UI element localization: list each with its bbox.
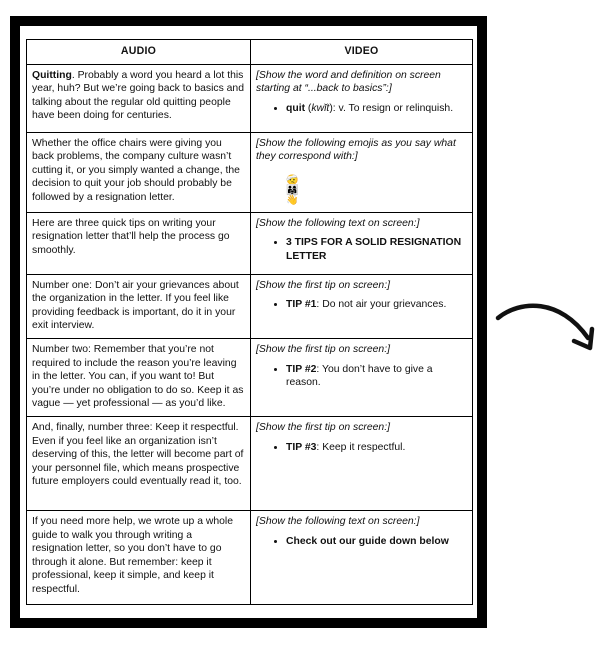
table-row	[27, 132, 473, 212]
audio-bold-word: Quitting	[32, 69, 72, 81]
video-cell	[251, 64, 473, 132]
table-row	[27, 416, 473, 510]
table-row	[27, 212, 473, 274]
audio-cell	[27, 64, 251, 132]
waving-hand-icon: 👋	[286, 194, 299, 206]
video-cell	[251, 338, 473, 416]
video-cell	[251, 132, 473, 212]
video-header: VIDEO	[251, 40, 473, 65]
table-row	[27, 338, 473, 416]
video-cell	[251, 274, 473, 338]
audio-cell: Here are three quick tips on writing your resignation letter that’ll help the process go smoothly.	[27, 212, 251, 274]
video-bullet: • 3 TIPS FOR A SOLID RESIGNATION LETTER	[286, 236, 467, 263]
video-bullet: • TIP #2: You don’t have to give a reason.	[286, 363, 467, 390]
video-bullet: • TIP #1: Do not air your grievances.	[286, 298, 467, 312]
audio-cell: If you need more help, we wrote up a whole guide to walk you through writing a resignation letter, so you don’t have to go through it alone. But remember: keep it professional, keep it simple, and keep it respectful.	[27, 510, 251, 604]
audio-cell: Number two: Remember that you’re not required to include the reason you’re leaving in the letter. You can, if you want to! But you’re under no obligation to do so. Keep it as vague — yet professional — as you’d like.	[27, 338, 251, 416]
document-page	[20, 26, 477, 618]
document-frame	[10, 16, 487, 628]
audio-cell: Number one: Don’t air your grievances about the organization in the letter. If you feel like providing feedback is important, do it in your exit interview.	[27, 274, 251, 338]
video-direction: [Show the word and definition on screen starting at “...back to basics”:]	[256, 69, 441, 95]
video-bullet: • quit (kwĭt): v. To resign or relinquish.	[286, 102, 467, 116]
audio-cell: Whether the office chairs were giving you back problems, the company culture wasn’t cutting it, or you simply wanted a change, the decision to quit your job should probably be followed by a resignation letter.	[27, 132, 251, 212]
audio-text: . Probably a word you heard a lot this year, huh? But we’re going back to basics and talking about the regular old quitting people have been doing for centuries.	[32, 69, 244, 122]
table-row	[27, 510, 473, 604]
video-direction: [Show the first tip on screen:]	[256, 421, 390, 433]
emoji-list	[286, 176, 467, 206]
audio-header: AUDIO	[27, 40, 251, 65]
video-direction: [Show the first tip on screen:]	[256, 343, 390, 355]
table-row	[27, 274, 473, 338]
video-cell	[251, 510, 473, 604]
family-icon: 👨‍👩‍👧	[286, 184, 299, 196]
video-cell	[251, 416, 473, 510]
video-direction: [Show the following text on screen:]	[256, 217, 420, 229]
video-direction: [Show the following text on screen:]	[256, 515, 420, 527]
header-row	[27, 40, 473, 65]
table-row	[27, 64, 473, 132]
video-direction: [Show the first tip on screen:]	[256, 279, 390, 291]
video-bullet: • Check out our guide down below	[286, 535, 467, 549]
video-bullet: • TIP #3: Keep it respectful.	[286, 441, 467, 455]
audio-cell: And, finally, number three: Keep it respectful. Even if you feel like an organization isn’t deserving of this, the letter will become part of your personnel file, which means prospective future employers could eventually read it, too.	[27, 416, 251, 510]
injured-face-icon: 🤕	[286, 174, 299, 186]
curved-arrow-icon	[492, 296, 600, 356]
video-direction: [Show the following emojis as you say what they correspond with:]	[256, 137, 456, 163]
script-table	[26, 39, 473, 605]
video-cell	[251, 212, 473, 274]
